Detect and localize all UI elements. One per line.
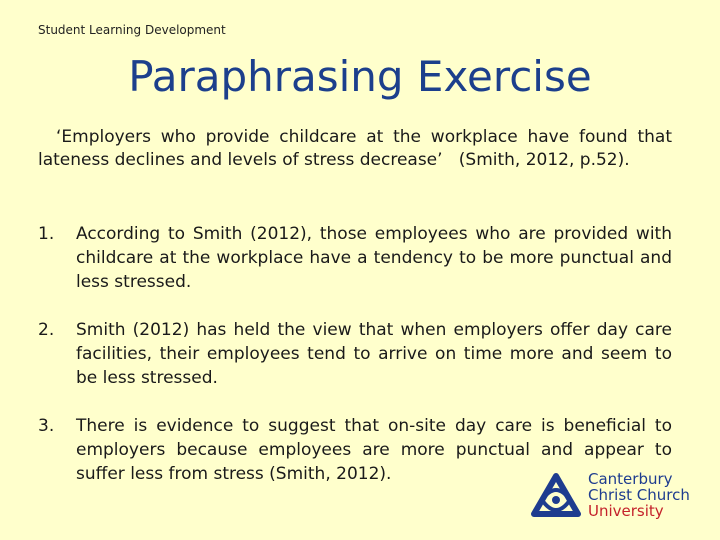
list-item (38, 318, 672, 390)
item-number: 3. (38, 416, 55, 436)
university-logo (528, 466, 698, 526)
logo-line-1: Canterbury (588, 470, 673, 488)
item-text: Smith (2012) has held the view that when employers offer day care facilities, their employees tend to arrive on time more and seem to be less stressed. (76, 320, 672, 388)
quote-text: ‘Employers who provide childcare at the workplace have found that lateness declines and levels of stress decrease’ (38, 127, 672, 170)
item-text: There is evidence to suggest that on-site day care is beneficial to employers because employees are more punctual and appear to suffer less from stress (Smith, 2012). (76, 416, 672, 484)
logo-line-3: University (588, 502, 664, 520)
quote-citation: (Smith, 2012, p.52). (458, 150, 630, 170)
source-quote (38, 126, 672, 172)
item-number: 1. (38, 224, 55, 244)
item-number: 2. (38, 320, 55, 340)
logo-line-2: Christ Church (588, 486, 690, 504)
list-item (38, 222, 672, 294)
header-label: Student Learning Development (38, 23, 226, 37)
item-text: According to Smith (2012), those employees who are provided with childcare at the workplace have a tendency to be more punctual and less stressed. (76, 224, 672, 292)
university-emblem-icon (528, 470, 584, 522)
page-title: Paraphrasing Exercise (128, 52, 592, 101)
